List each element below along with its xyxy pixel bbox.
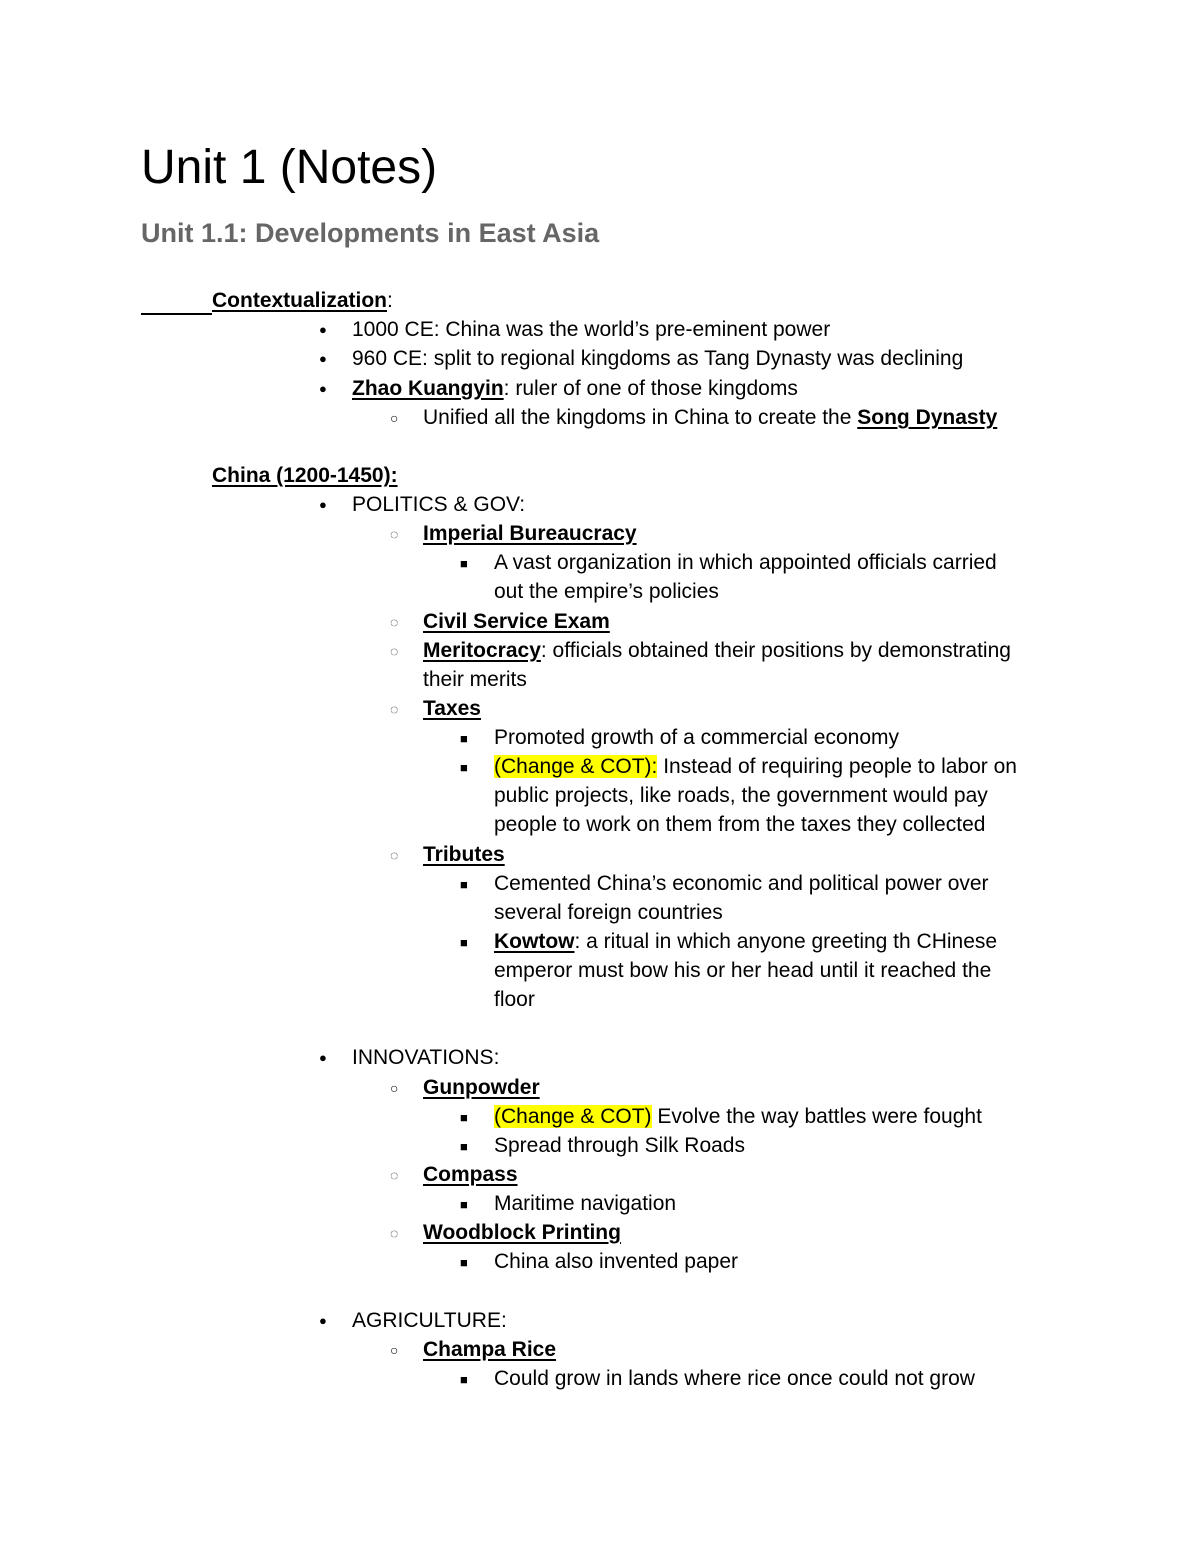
merit-term: Meritocracy [423,639,541,662]
kowtow-desc-c: floor [494,988,535,1011]
context-heading-line [212,286,393,315]
tributes-desc-1b: several foreign countries [494,901,723,924]
section-subtitle: Unit 1.1: Developments in East Asia [141,218,600,248]
woodblock-desc-1: ■ China also invented paper [494,1247,738,1276]
imperial-desc-1: ■ A vast organization in which appointed officials carried [494,548,997,577]
civil-item [423,607,610,636]
context-subitem-unified [423,403,997,432]
context-item-2: ● 960 CE: split to regional kingdoms as Tang Dynasty was declining [352,344,963,373]
page-title: Unit 1 (Notes) [141,141,438,194]
champa-item [423,1335,556,1364]
gunpowder-term: Gunpowder [423,1076,540,1099]
merit-item [423,636,1011,665]
imperial-desc-2: out the empire’s policies [494,580,719,603]
woodblock-item [423,1218,621,1247]
taxes-desc-2a: Instead of requiring people to labor on [657,755,1017,778]
champa-term: Champa Rice [423,1338,557,1361]
agriculture-label: ● AGRICULTURE: [352,1306,507,1335]
gunpowder-desc-2: ■ Spread through Silk Roads [494,1131,745,1160]
context-underline-rule [141,313,212,315]
zhao-term: Zhao Kuangyin [352,377,504,400]
gun-change-cot-highlight: (Change & COT) [494,1105,652,1128]
gunpowder-item [423,1073,540,1102]
taxes-desc-1: ■ Promoted growth of a commercial economy [494,723,899,752]
gunpowder-desc-1 [494,1102,982,1131]
champa-desc-1: ■ Could grow in lands where rice once could not grow [494,1364,975,1393]
taxes-term: Taxes [423,697,481,720]
kowtow-item [494,927,997,956]
innovations-label: ● INNOVATIONS: [352,1043,499,1072]
merit-desc-2: their merits [423,668,527,691]
tributes-desc-1a: ■ Cemented China’s economic and political power over [494,869,989,898]
context-item-zhao [352,374,798,403]
context-heading-colon: : [387,289,393,312]
civil-term: Civil Service Exam [423,610,610,633]
china-heading-text: China (1200-1450): [212,464,398,487]
gun-desc-1: Evolve the way battles were fought [651,1105,982,1128]
politics-label: ● POLITICS & GOV: [352,490,525,519]
tributes-item [423,840,505,869]
kowtow-term: Kowtow [494,930,575,953]
kowtow-desc-b: emperor must bow his or her head until it reached the [494,959,992,982]
taxes-desc-2b: public projects, like roads, the government would pay [494,784,988,807]
woodblock-term: Woodblock Printing [423,1221,621,1244]
compass-item [423,1160,518,1189]
taxes-desc-2c: people to work on them from the taxes they collected [494,813,986,836]
tributes-term: Tributes [423,843,505,866]
taxes-desc-2 [494,752,1017,781]
imperial-item [423,519,637,548]
kowtow-desc-a: : a ritual in which anyone greeting th CHinese [574,930,998,953]
song-term: Song Dynasty [857,406,998,429]
context-item-1: ● 1000 CE: China was the world’s pre-eminent power [352,315,830,344]
compass-term: Compass [423,1163,518,1186]
china-heading [212,461,398,490]
unified-text: Unified all the kingdoms in China to create the [423,406,858,429]
zhao-desc: : ruler of one of those kingdoms [503,377,798,400]
compass-desc-1: ■ Maritime navigation [494,1189,676,1218]
taxes-item [423,694,481,723]
change-cot-highlight: (Change & COT): [494,755,658,778]
context-heading: Contextualization [212,289,388,312]
merit-desc: : officials obtained their positions by demonstrating [540,639,1011,662]
imperial-term: Imperial Bureaucracy [423,522,637,545]
